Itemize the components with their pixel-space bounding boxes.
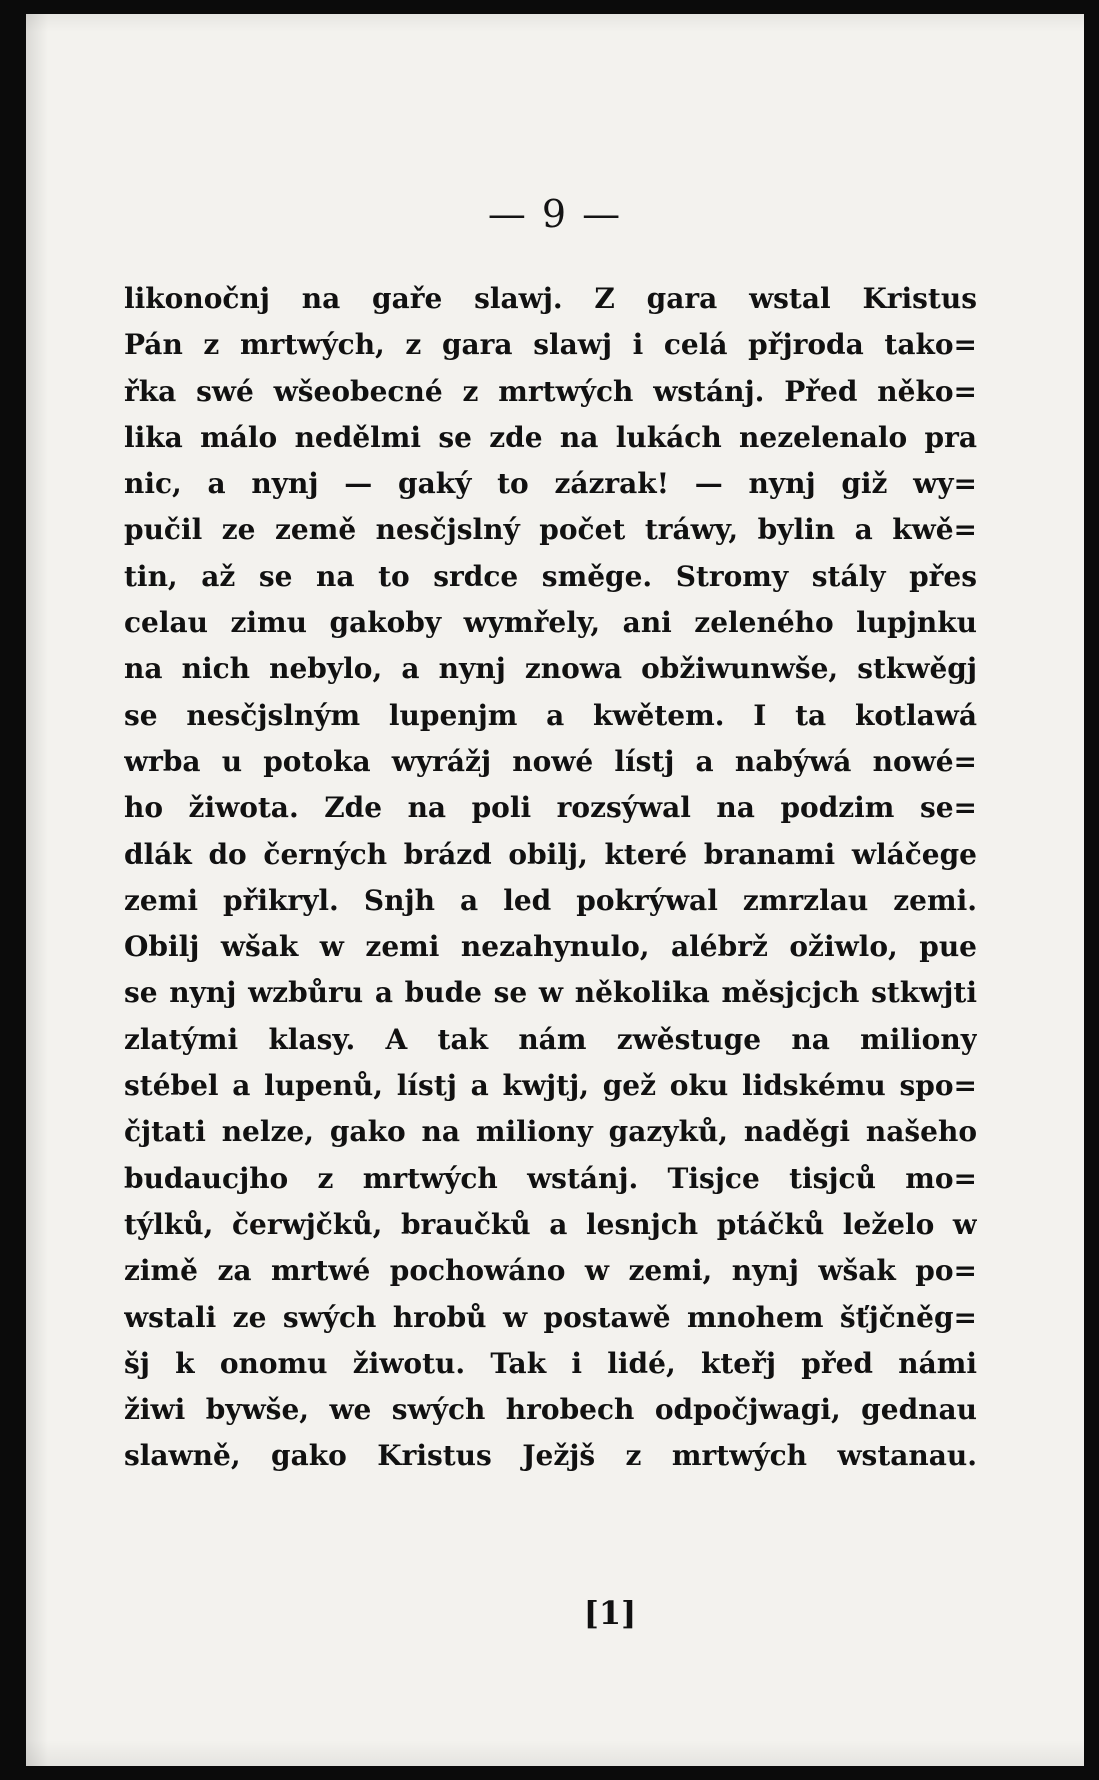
text-line: zlatými klasy. A tak nám zwěstuge na miliony [124, 1022, 977, 1056]
text-line: šj k onomu žiwotu. Tak i lidé, kteřj před námi [124, 1346, 977, 1380]
text-line: Obilj wšak w zemi nezahynulo, alébrž ožiwlo, pue [124, 930, 977, 964]
text-line: wstali ze swých hrobů w postawě mnohem šťjčněg= [124, 1300, 977, 1334]
text-line: nic, a nynj — gaký to zázrak! — nynj giž wy= [124, 467, 977, 501]
signature-mark: [1] [583, 1594, 637, 1632]
text-line: tin, až se na to srdce směge. Stromy stály přes [124, 559, 977, 593]
text-line: se nynj wzbůru a bude se w několika měsjcjch stkwjti [124, 976, 977, 1010]
text-line: ho žiwota. Zde na poli rozsýwal na podzim se= [124, 791, 977, 825]
page-number-header: — 9 — [487, 192, 623, 236]
text-line: zemi přikryl. Snjh a led pokrýwal zmrzlau zemi. [124, 883, 977, 917]
text-line: budaucjho z mrtwých wstánj. Tisjce tisjců mo= [124, 1161, 977, 1195]
text-line: čjtati nelze, gako na miliony gazyků, naděgi našeho [124, 1115, 977, 1149]
text-line: se nesčjslným lupenjm a kwětem. I ta kotlawá [124, 698, 977, 732]
text-line: žiwi bywše, we swých hrobech odpočjwagi, gednau [124, 1393, 977, 1427]
text-line: lika málo nedělmi se zde na lukách nezelenalo pra [124, 420, 977, 454]
text-line: zimě za mrtwé pochowáno w zemi, nynj wšak po= [124, 1254, 977, 1288]
body-text [124, 276, 977, 1480]
text-line: Pán z mrtwých, z gara slawj i celá přjroda tako= [124, 328, 977, 362]
text-line: slawně, gako Kristus Ježjš z mrtwých wstanau. [124, 1439, 977, 1473]
text-line: dlák do černých brázd obilj, které branami wláčege [124, 837, 977, 871]
text-line: celau zimu gakoby wymřely, ani zeleného lupjnku [124, 606, 977, 640]
text-line: wrba u potoka wyrážj nowé lístj a nabýwá nowé= [124, 744, 977, 778]
text-line: týlků, čerwjčků, braučků a lesnjch ptáčků leželo w [124, 1207, 977, 1241]
text-line: stébel a lupenů, lístj a kwjtj, gež oku lidskému spo= [124, 1069, 977, 1103]
text-line: na nich nebylo, a nynj znowa obžiwunwše, stkwěgj [124, 652, 977, 686]
text-line: pučil ze země nesčjslný počet tráwy, bylin a kwě= [124, 513, 977, 547]
text-line: likonočnj na gaře slawj. Z gara wstal Kristus [124, 282, 977, 315]
book-page [26, 14, 1084, 1766]
text-line: řka swé wšeobecné z mrtwých wstánj. Před něko= [124, 374, 977, 408]
